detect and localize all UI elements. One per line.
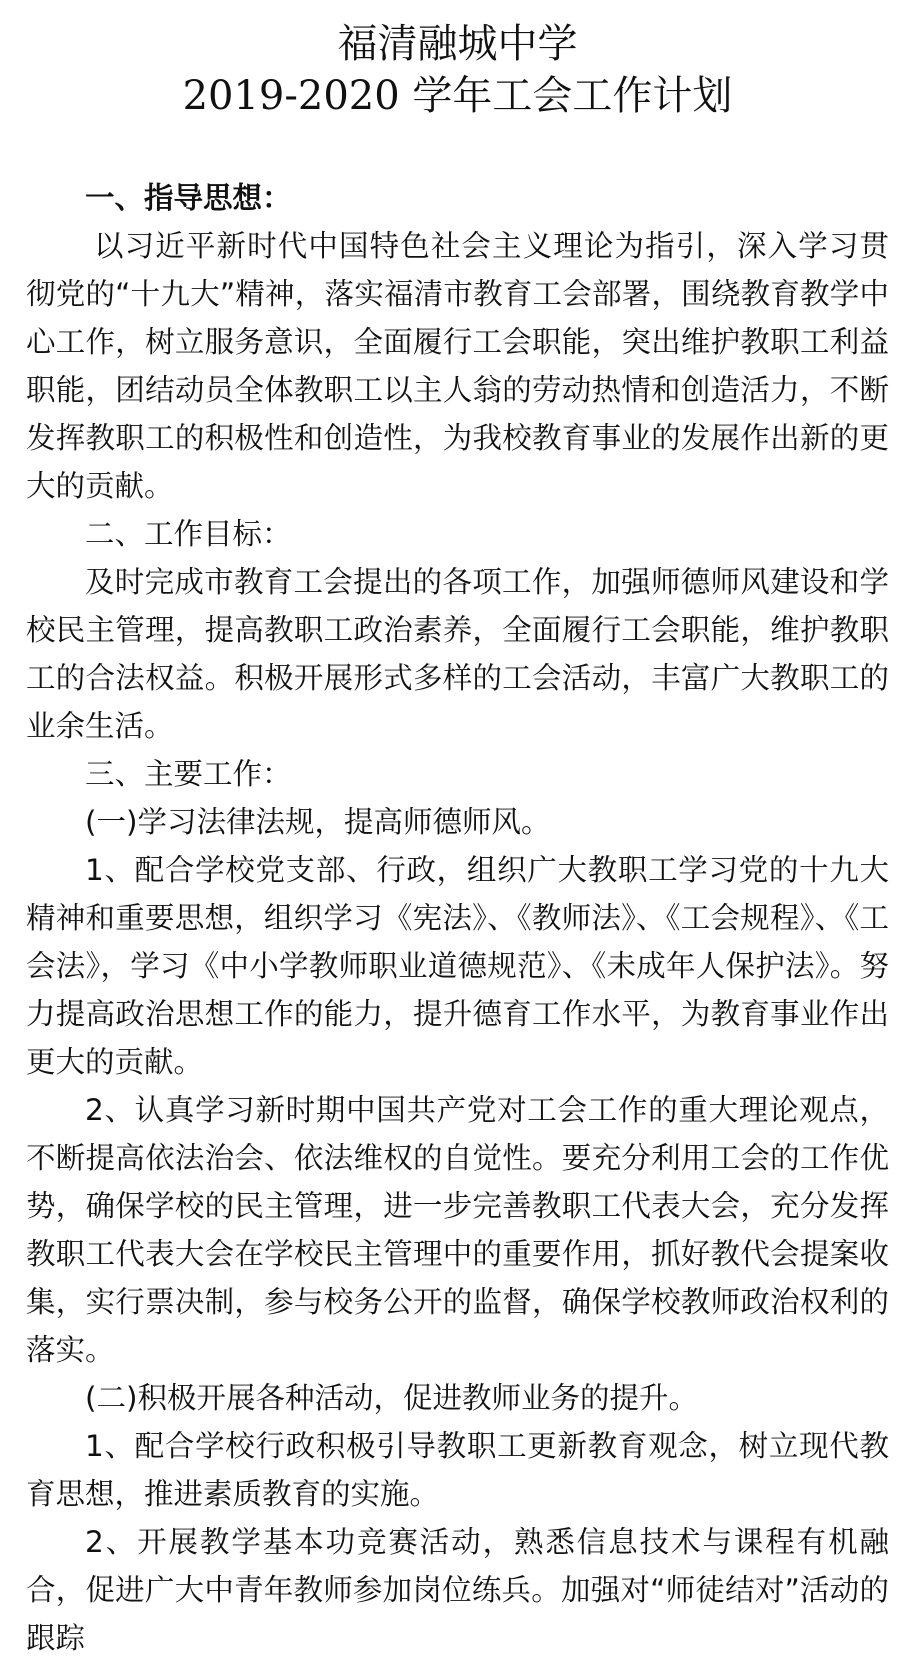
title-spacer — [26, 122, 889, 174]
section-goals-heading: 二、工作目标： — [85, 517, 292, 551]
document-title-line1: 福清融城中学 — [337, 21, 578, 67]
section-guiding-text: 以习近平新时代中国特色社会主义理论为指引，深入学习贯彻党的“十九大”精神，落实福清市教育工会部署，围绕教育教学中心工作，树立服务意识，全面履行工会职能，突出维护教职工利益职能，团结动员全体教职工以主人翁的劳动热情和创造活力，不断发挥教职工的积极性和创造性，为我校教育事业的发展作出新的更大的贡献。 — [26, 229, 889, 503]
document-title-line2: 2019-2020 学年工会工作计划 — [182, 73, 733, 119]
subsection-1-item-1: 1、配合学校党支部、行政，组织广大教职工学习党的十九大精神和重要思想，组织学习《宪法》、《教师法》、《工会规程》、《工会法》，学习《中小学教师职业道德规范》、《未成年人保护法》。努力提高政治思想工作的能力，提升德育工作水平，为教育事业作出更大的贡献。 — [26, 853, 889, 1079]
subsection-2-item-1: 1、配合学校行政积极引导教职工更新教育观念，树立现代教育思想，推进素质教育的实施。 — [26, 1429, 889, 1511]
subsection-1-item-2: 2、认真学习新时期中国共产党对工会工作的重大理论观点，不断提高依法治会、依法维权的自觉性。要充分利用工会的工作优势，确保学校的民主管理，进一步完善教职工代表大会，充分发挥教职工代表大会在学校民主管理中的重要作用，抓好教代会提案收集，实行票决制，参与校务公开的监督，确保学校教师政治权利的落实。 — [26, 1093, 889, 1367]
section-guiding-heading: 一、指导思想： — [85, 181, 292, 215]
section-goals-text: 及时完成市教育工会提出的各项工作，加强师德师风建设和学校民主管理，提高教职工政治素养，全面履行工会职能，维护教职工的合法权益。积极开展形式多样的工会活动，丰富广大教职工的业余生活。 — [26, 565, 889, 743]
subsection-2-heading: (二)积极开展各种活动，促进教师业务的提升。 — [85, 1381, 699, 1415]
subsection-2-item-2: 2、开展教学基本功竞赛活动，熟悉信息技术与课程有机融合，促进广大中青年教师参加岗位练兵。加强对“师徒结对”活动的跟踪 — [26, 1525, 889, 1655]
section-main-heading: 三、主要工作： — [85, 757, 292, 791]
subsection-1-heading: (一)学习法律法规，提高师德师风。 — [85, 805, 551, 839]
